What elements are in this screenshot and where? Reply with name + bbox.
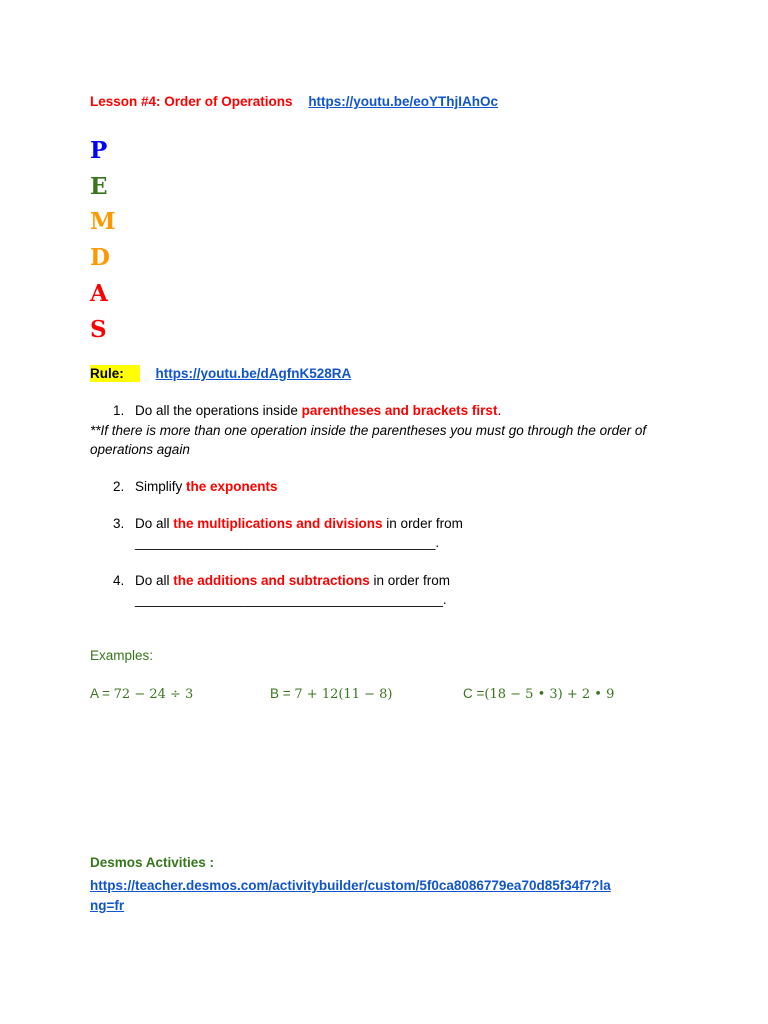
rule-1-highlight: parentheses and brackets first (301, 403, 498, 418)
example-a-prefix: A = (90, 686, 114, 701)
rule-3-text: Do all (135, 516, 174, 531)
parentheses-note: **If there is more than one operation inside the parentheses you must go through the order of operations again (90, 423, 647, 457)
rule-2-highlight: the exponents (186, 479, 278, 494)
pemdas-letter-s: S (90, 316, 107, 343)
example-b-expression: 7 + 12(11 − 8) (294, 687, 393, 702)
pemdas-letter-m: M (90, 208, 116, 235)
rule-1 (135, 403, 501, 418)
rule-3-highlight: the multiplications and divisions (173, 516, 383, 531)
desmos-link-line-1: https://teacher.desmos.com/activitybuilder/custom/5f0ca8086779ea70d85f34f7?la (90, 878, 611, 893)
pemdas-letter-e: E (90, 173, 108, 200)
desmos-label: Desmos Activities : (90, 855, 215, 870)
rule-2-number: 2. (113, 479, 125, 494)
example-b (270, 686, 392, 702)
rule-line (90, 366, 351, 381)
lesson-header (90, 94, 498, 109)
rule-video-link[interactable]: https://youtu.be/dAgfnK528RA (155, 366, 352, 381)
rule-1-number: 1. (113, 403, 125, 418)
rule-label: Rule: (90, 365, 140, 382)
rule-4-highlight: the additions and subtractions (173, 573, 370, 588)
rule-3-end: in order from (382, 516, 463, 531)
pemdas-letter-a: A (90, 280, 108, 307)
rule-3 (135, 516, 463, 531)
lesson-video-link[interactable]: https://youtu.be/eoYThjIAhOc (308, 94, 499, 109)
rule-4-number: 4. (113, 573, 125, 588)
rule-4-blank: _________________________________________. (135, 592, 447, 607)
rule-4 (135, 573, 450, 588)
pemdas-letter-p: P (90, 137, 108, 164)
rule-4-text: Do all (135, 573, 174, 588)
rule-3-blank: ________________________________________. (135, 535, 440, 550)
example-c-prefix: C = (463, 686, 485, 701)
example-c (463, 686, 614, 702)
lesson-title: Lesson #4: Order of Operations (90, 94, 293, 109)
example-a-expression: 72 − 24 ÷ 3 (113, 687, 194, 702)
rule-1-end: . (497, 403, 502, 418)
pemdas-letter-d: D (90, 244, 110, 271)
examples-label: Examples: (90, 648, 154, 663)
rule-2 (135, 479, 278, 494)
example-b-prefix: B = (270, 686, 295, 701)
desmos-link-line-2: ng=fr (90, 898, 125, 913)
rule-3-number: 3. (113, 516, 125, 531)
desmos-activity-link[interactable] (90, 878, 611, 913)
rule-2-text: Simplify (135, 479, 187, 494)
example-c-expression: (18 − 5 • 3) + 2 • 9 (484, 687, 615, 702)
rule-1-text: Do all the operations inside (135, 403, 302, 418)
example-a (90, 686, 193, 702)
desmos-link-block (90, 876, 611, 916)
rule-4-end: in order from (369, 573, 451, 588)
